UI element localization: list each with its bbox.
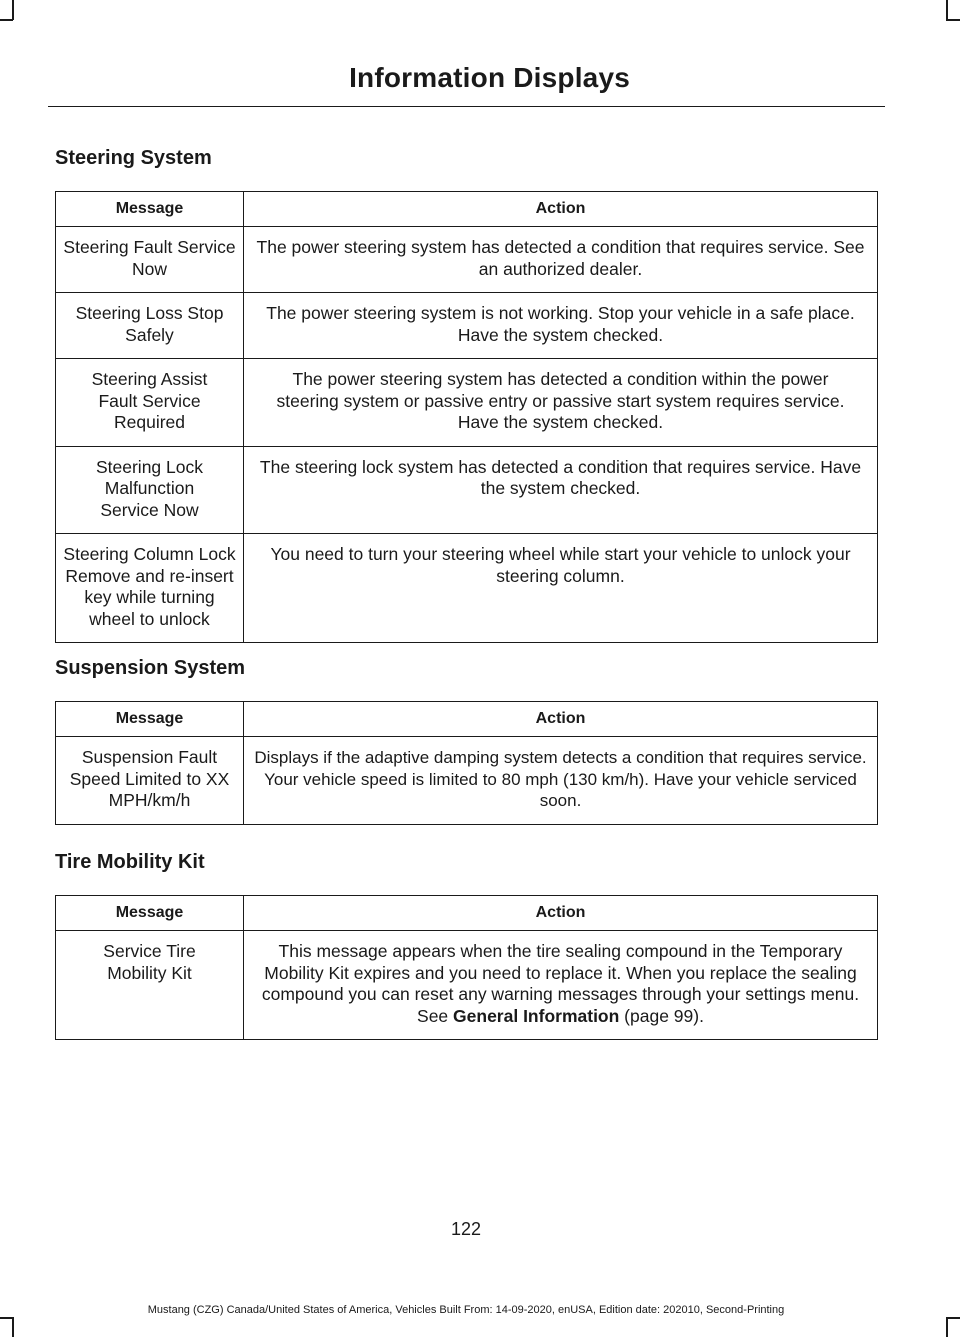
page-reference: (page 99). xyxy=(619,1005,704,1026)
crop-mark xyxy=(946,1317,948,1337)
section-title-suspension: Suspension System xyxy=(55,657,246,679)
crop-mark xyxy=(946,19,960,21)
table-header-row xyxy=(56,192,878,227)
action-cell: The steering lock system has detected a condition that requires service. Have the system checked. xyxy=(244,446,878,534)
suspension-message-table xyxy=(55,701,878,825)
message-cell: Steering Column Lock Remove and re-insert key while turning wheel to unlock xyxy=(56,534,244,643)
crop-mark xyxy=(12,0,14,20)
action-cell: The power steering system has detected a condition within the power steering system or passive entry or passive start system requires service. Have the system checked. xyxy=(244,359,878,447)
footer-text: Mustang (CZG) Canada/United States of America, Vehicles Built From: 14-09-2020, enUSA, Edition date: 202010, Second-Printing xyxy=(147,1304,785,1316)
message-cell: Steering Loss Stop Safely xyxy=(56,293,244,359)
action-cell: You need to turn your steering wheel while start your vehicle to unlock your steering column. xyxy=(244,534,878,643)
table-row xyxy=(56,931,878,1040)
table-row xyxy=(56,227,878,293)
table-row xyxy=(56,737,878,825)
page-number: 122 xyxy=(450,1219,482,1239)
table-header-row xyxy=(56,896,878,931)
message-cell: Suspension Fault Speed Limited to XX MPH/km/h xyxy=(56,737,244,825)
column-header-action: Action xyxy=(244,896,878,931)
column-header-action: Action xyxy=(244,192,878,227)
action-cell xyxy=(244,931,878,1040)
column-header-action: Action xyxy=(244,702,878,737)
crop-mark xyxy=(12,1317,14,1337)
table-row xyxy=(56,446,878,534)
crop-mark xyxy=(0,19,13,21)
message-cell: Steering Lock Malfunction Service Now xyxy=(56,446,244,534)
table-row xyxy=(56,293,878,359)
header-divider xyxy=(48,106,885,107)
tire-mobility-message-table xyxy=(55,895,878,1040)
column-header-message: Message xyxy=(56,702,244,737)
action-cell: Displays if the adaptive damping system detects a condition that requires service. Your vehicle speed is limited to 80 mph (130 km/h). Have your vehicle serviced soon. xyxy=(244,737,878,825)
action-cell: The power steering system is not working. Stop your vehicle in a safe place. Have the system checked. xyxy=(244,293,878,359)
section-title-tire-mobility: Tire Mobility Kit xyxy=(55,851,205,873)
section-title-steering: Steering System xyxy=(55,147,212,169)
steering-message-table xyxy=(55,191,878,643)
table-header-row xyxy=(56,702,878,737)
column-header-message: Message xyxy=(56,192,244,227)
page-title: Information Displays xyxy=(349,62,630,93)
message-cell: Steering Assist Fault Service Required xyxy=(56,359,244,447)
action-cell: The power steering system has detected a condition that requires service. See an authorized dealer. xyxy=(244,227,878,293)
table-row xyxy=(56,359,878,447)
action-text: This message appears when the tire sealing compound in the Temporary Mobility Kit expires and you need to replace it. When you replace the sealing compound you can reset any warning messages through your settings menu. See xyxy=(261,941,860,1026)
crop-mark xyxy=(946,0,948,20)
table-row xyxy=(56,534,878,643)
crop-mark xyxy=(946,1317,960,1319)
message-cell: Steering Fault Service Now xyxy=(56,227,244,293)
crop-mark xyxy=(0,1317,13,1319)
message-cell: Service Tire Mobility Kit xyxy=(56,931,244,1040)
cross-reference-link[interactable]: General Information xyxy=(453,1005,620,1026)
column-header-message: Message xyxy=(56,896,244,931)
